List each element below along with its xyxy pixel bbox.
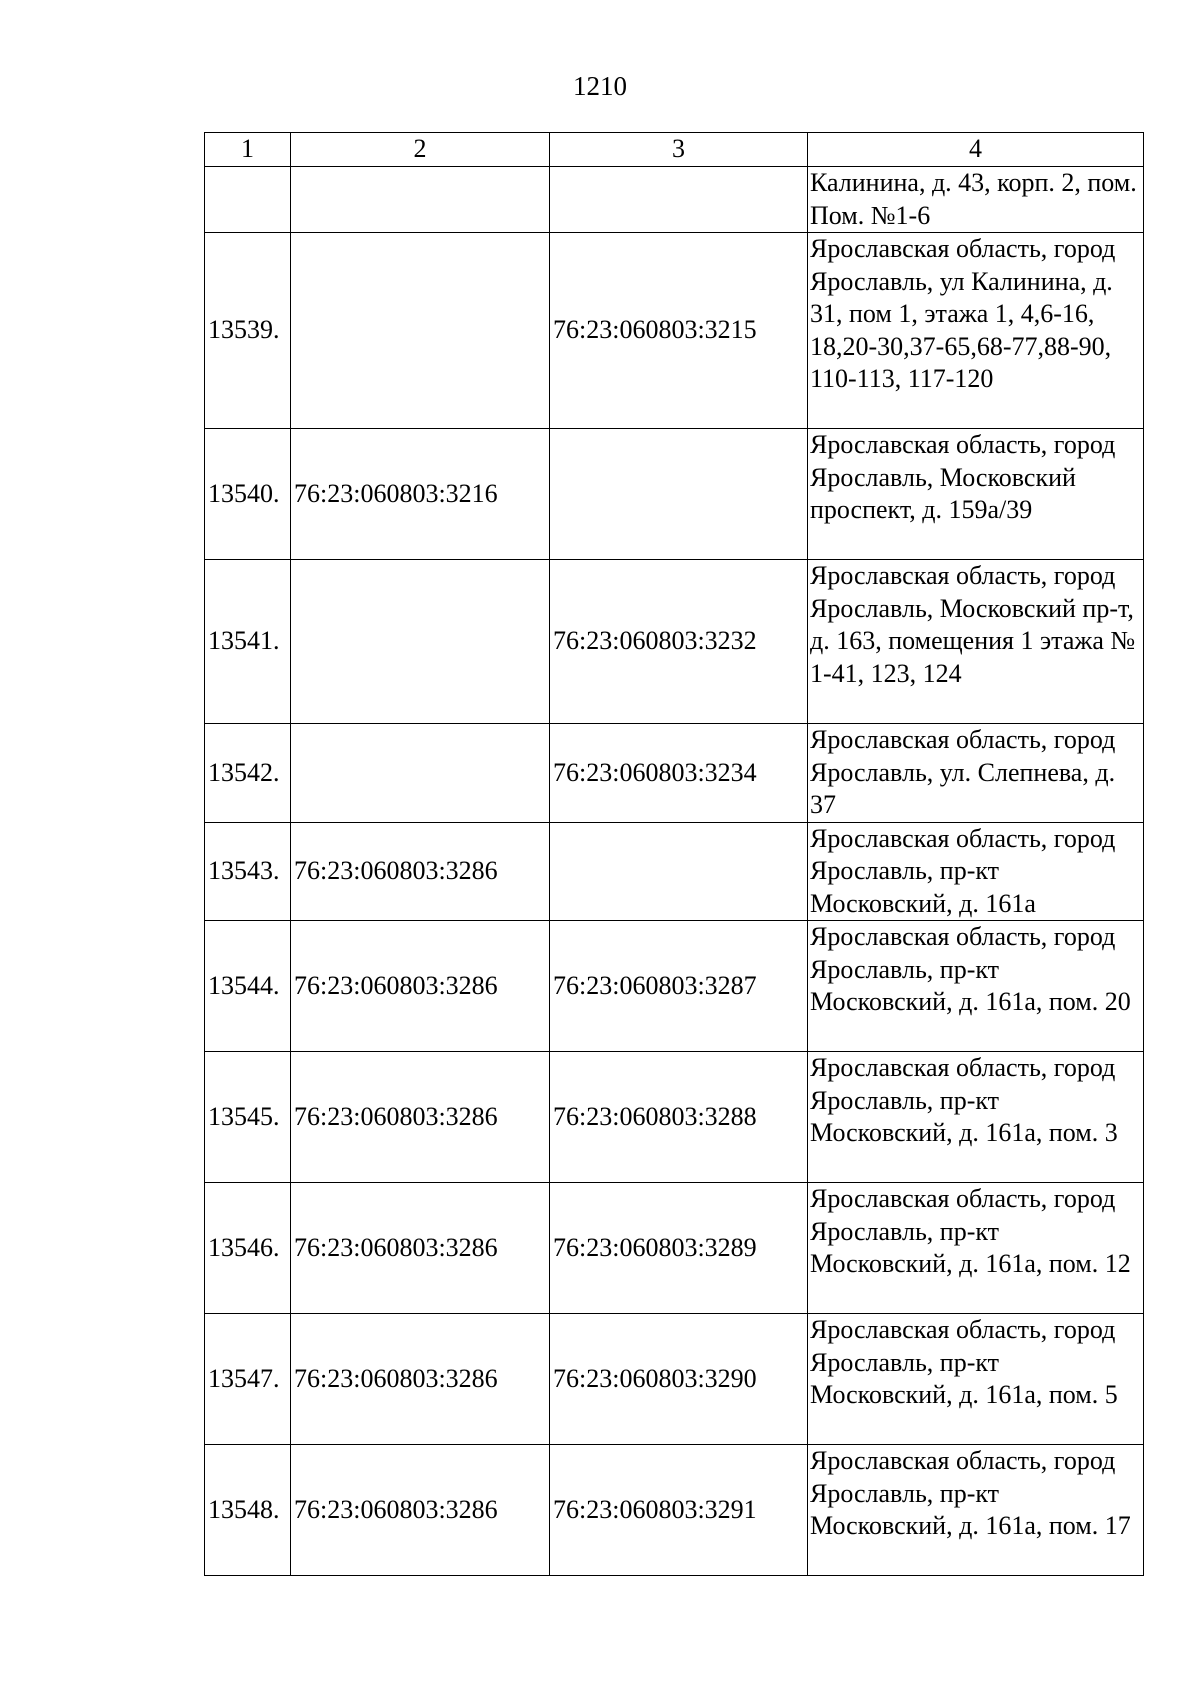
cadastral-number-cell bbox=[291, 724, 550, 823]
cadastral-number-cell: 76:23:060803:3286 bbox=[291, 822, 550, 921]
cadastral-number-cell bbox=[291, 167, 550, 233]
header-col-3: 3 bbox=[550, 133, 808, 167]
premises-number-cell: 76:23:060803:3288 bbox=[550, 1052, 808, 1183]
registry-table bbox=[204, 132, 1144, 1576]
table-header bbox=[205, 133, 1144, 167]
address-cell: Ярославская область, город Ярославль, пр-кт Московский, д. 161а bbox=[808, 822, 1144, 921]
table-row bbox=[205, 822, 1144, 921]
address-cell: Ярославская область, город Ярославль, пр-кт Московский, д. 161а, пом. 5 bbox=[808, 1314, 1144, 1445]
table-row bbox=[205, 724, 1144, 823]
cadastral-number-cell bbox=[291, 560, 550, 724]
premises-number-cell bbox=[550, 167, 808, 233]
premises-number-cell: 76:23:060803:3234 bbox=[550, 724, 808, 823]
address-cell: Ярославская область, город Ярославль, ул. Слепнева, д. 37 bbox=[808, 724, 1144, 823]
premises-number-cell: 76:23:060803:3287 bbox=[550, 921, 808, 1052]
page-number: 1210 bbox=[573, 71, 627, 101]
cadastral-number-cell: 76:23:060803:3286 bbox=[291, 1183, 550, 1314]
row-number-cell: 13547. bbox=[205, 1314, 291, 1445]
cadastral-number-cell bbox=[291, 233, 550, 429]
table-row bbox=[205, 167, 1144, 233]
address-cell: Калинина, д. 43, корп. 2, пом. Пом. №1-6 bbox=[808, 167, 1144, 233]
table-body bbox=[205, 167, 1144, 1576]
row-number-cell: 13540. bbox=[205, 429, 291, 560]
row-number-cell: 13539. bbox=[205, 233, 291, 429]
address-cell: Ярославская область, город Ярославль, пр-кт Московский, д. 161а, пом. 17 bbox=[808, 1445, 1144, 1576]
premises-number-cell: 76:23:060803:3232 bbox=[550, 560, 808, 724]
row-number-cell bbox=[205, 167, 291, 233]
table-row bbox=[205, 1052, 1144, 1183]
premises-number-cell bbox=[550, 429, 808, 560]
address-cell: Ярославская область, город Ярославль, Московский проспект, д. 159а/39 bbox=[808, 429, 1144, 560]
address-cell: Ярославская область, город Ярославль, пр-кт Московский, д. 161а, пом. 12 bbox=[808, 1183, 1144, 1314]
row-number-cell: 13543. bbox=[205, 822, 291, 921]
row-number-cell: 13546. bbox=[205, 1183, 291, 1314]
premises-number-cell: 76:23:060803:3291 bbox=[550, 1445, 808, 1576]
premises-number-cell: 76:23:060803:3290 bbox=[550, 1314, 808, 1445]
cadastral-number-cell: 76:23:060803:3286 bbox=[291, 921, 550, 1052]
cadastral-number-cell: 76:23:060803:3286 bbox=[291, 1052, 550, 1183]
table-row bbox=[205, 1314, 1144, 1445]
header-row bbox=[205, 133, 1144, 167]
premises-number-cell bbox=[550, 822, 808, 921]
address-cell: Ярославская область, город Ярославль, Московский пр-т, д. 163, помещения 1 этажа № 1-41, 123, 124 bbox=[808, 560, 1144, 724]
row-number-cell: 13541. bbox=[205, 560, 291, 724]
address-cell: Ярославская область, город Ярославль, пр-кт Московский, д. 161а, пом. 20 bbox=[808, 921, 1144, 1052]
table-row bbox=[205, 921, 1144, 1052]
premises-number-cell: 76:23:060803:3215 bbox=[550, 233, 808, 429]
address-cell: Ярославская область, город Ярославль, пр-кт Московский, д. 161а, пом. 3 bbox=[808, 1052, 1144, 1183]
table-row bbox=[205, 1183, 1144, 1314]
row-number-cell: 13542. bbox=[205, 724, 291, 823]
header-col-4: 4 bbox=[808, 133, 1144, 167]
table-row bbox=[205, 429, 1144, 560]
table-row bbox=[205, 560, 1144, 724]
row-number-cell: 13548. bbox=[205, 1445, 291, 1576]
cadastral-number-cell: 76:23:060803:3286 bbox=[291, 1445, 550, 1576]
cadastral-number-cell: 76:23:060803:3286 bbox=[291, 1314, 550, 1445]
header-col-2: 2 bbox=[291, 133, 550, 167]
address-cell: Ярославская область, город Ярославль, ул Калинина, д. 31, пом 1, этажа 1, 4,6-16, 18,20-30,37-65,68-77,88-90, 110-113, 117-120 bbox=[808, 233, 1144, 429]
table-row bbox=[205, 1445, 1144, 1576]
row-number-cell: 13545. bbox=[205, 1052, 291, 1183]
table-row bbox=[205, 233, 1144, 429]
row-number-cell: 13544. bbox=[205, 921, 291, 1052]
premises-number-cell: 76:23:060803:3289 bbox=[550, 1183, 808, 1314]
header-col-1: 1 bbox=[205, 133, 291, 167]
cadastral-number-cell: 76:23:060803:3216 bbox=[291, 429, 550, 560]
